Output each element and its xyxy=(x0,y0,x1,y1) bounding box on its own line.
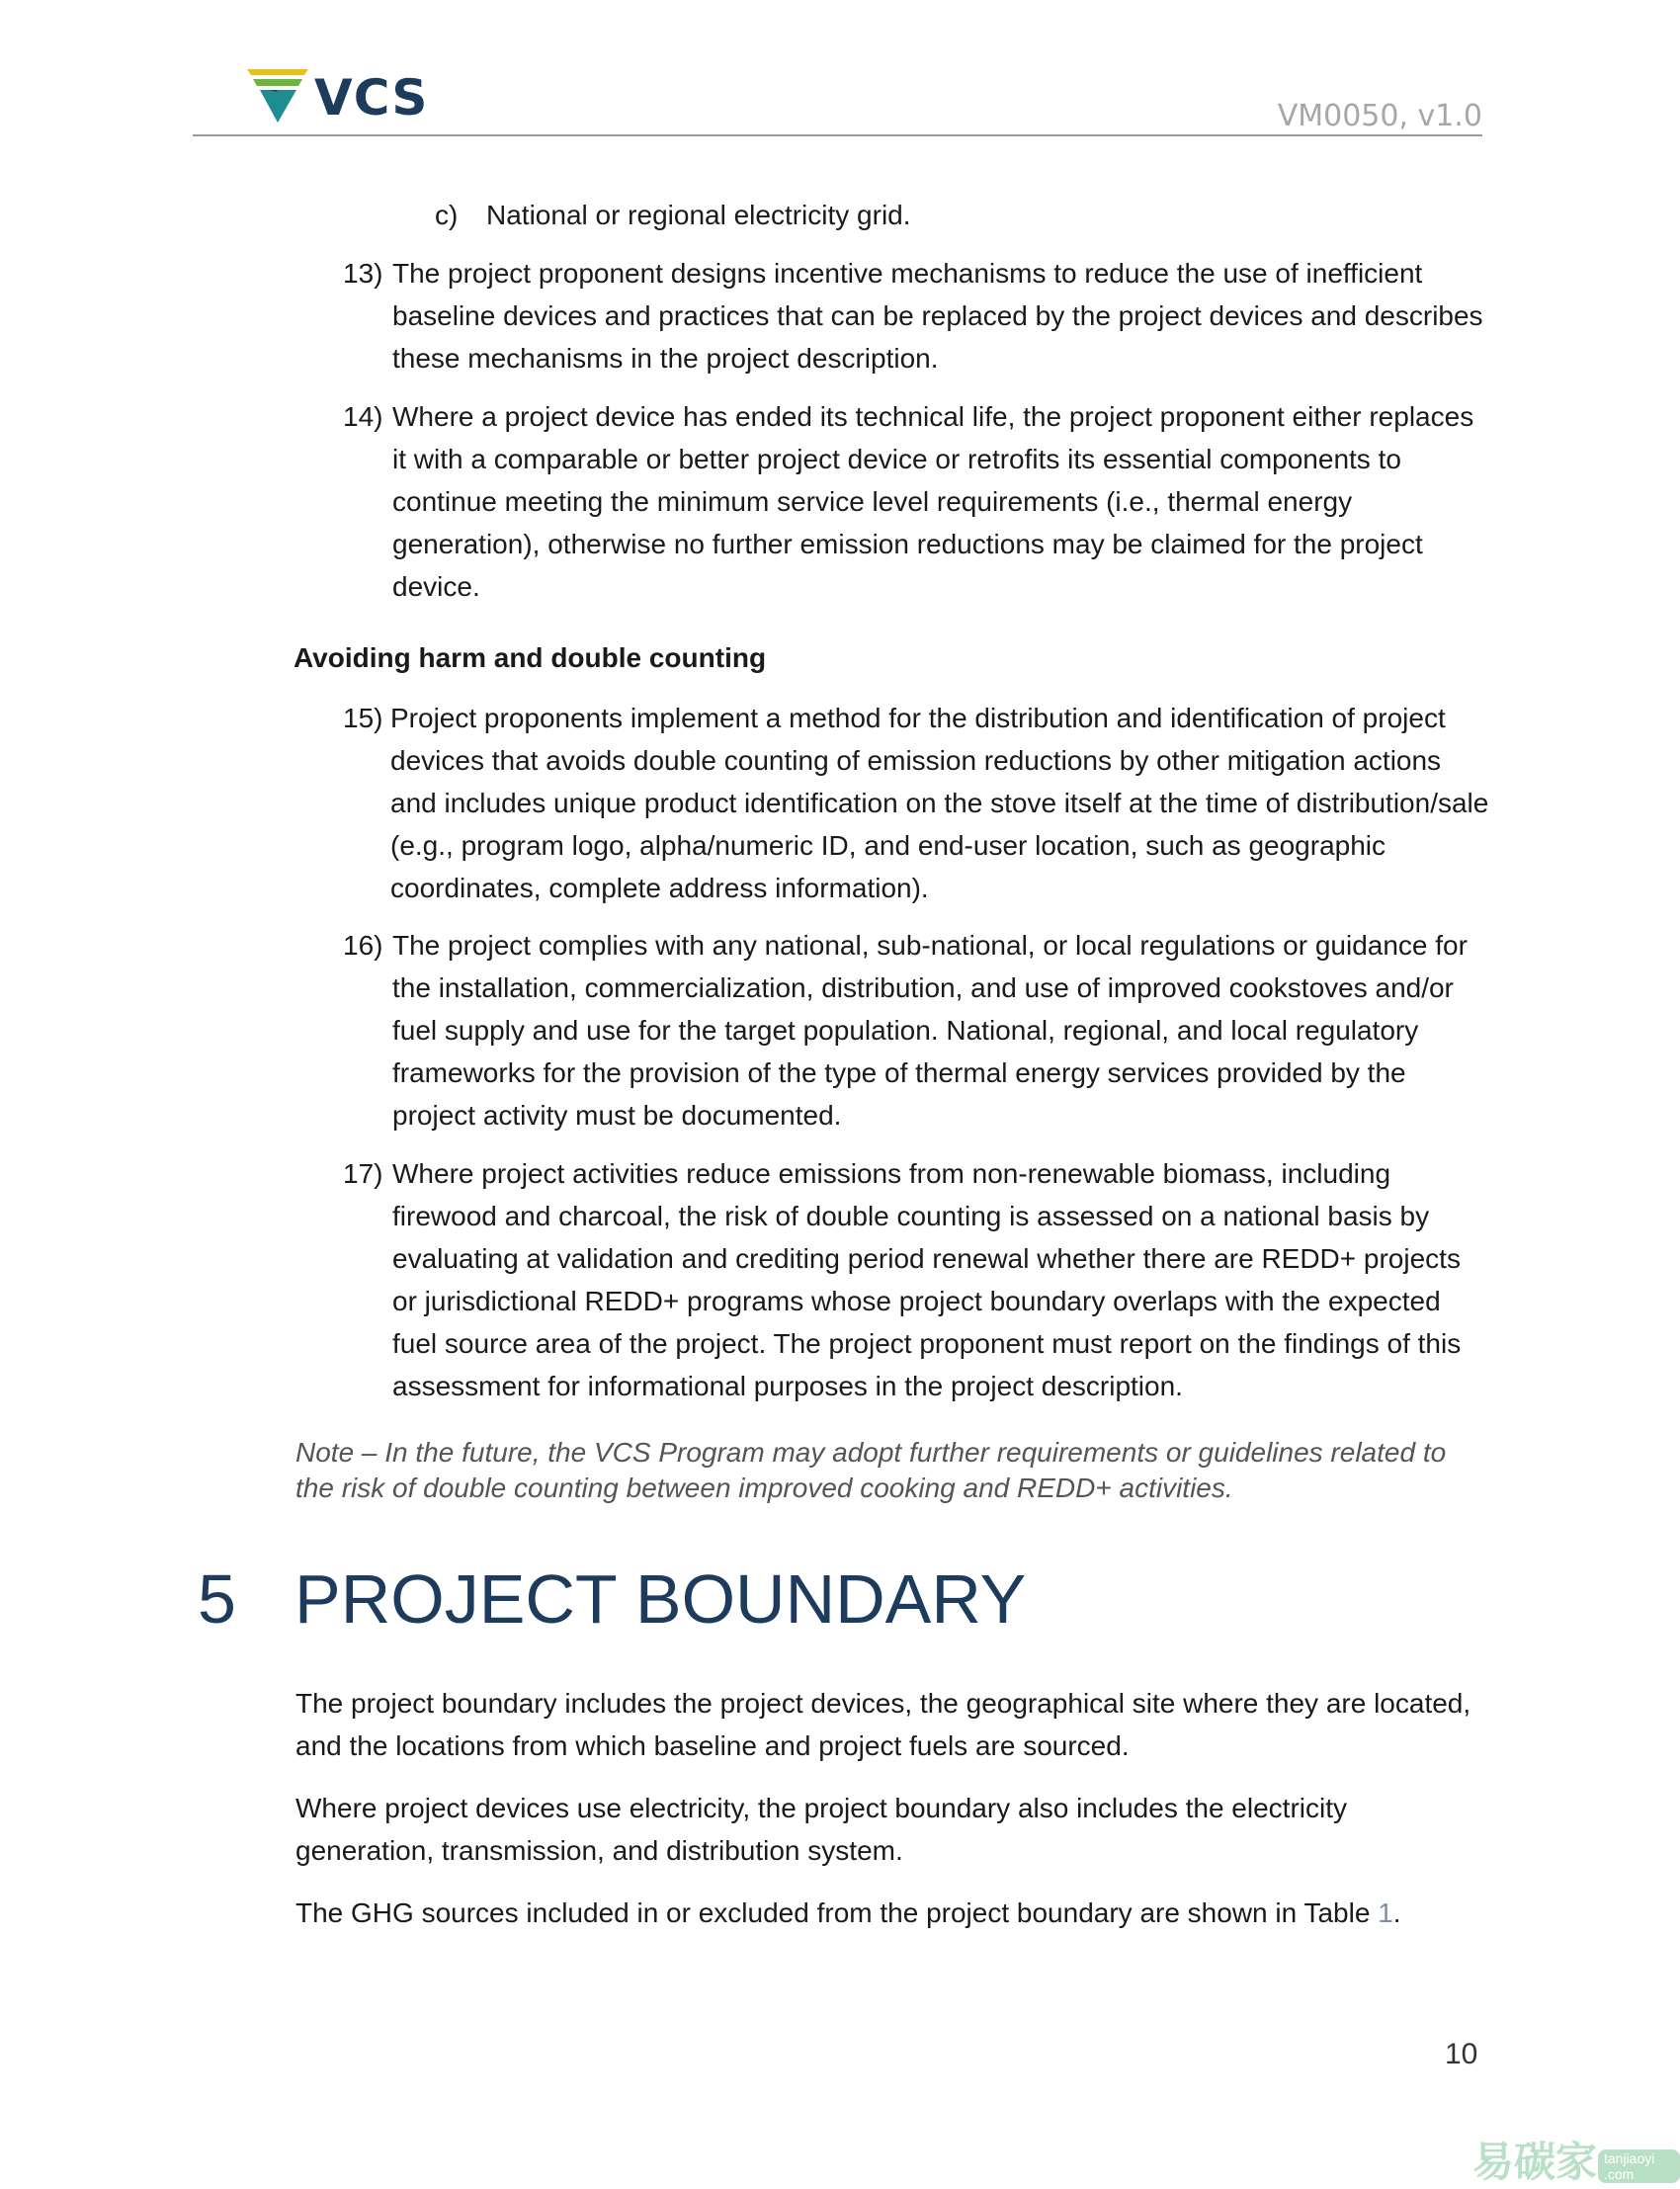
note: Note – In the future, the VCS Program may adopt further requirements or guidelines related to the risk of double counting between improved cooking and REDD+ activities. xyxy=(295,1437,1447,1503)
list-number: 16) xyxy=(343,930,383,961)
watermark-tag: tanjiaoyi .com xyxy=(1598,2149,1680,2183)
table-reference-link[interactable]: 1 xyxy=(1378,1897,1393,1928)
list-number: c) xyxy=(435,200,459,230)
list-number: 14) xyxy=(343,401,383,432)
subheading: Avoiding harm and double counting xyxy=(294,642,767,673)
list-text: National or regional electricity grid. xyxy=(486,200,911,230)
list-number: 15) xyxy=(343,703,383,733)
paragraph-end: . xyxy=(1392,1897,1401,1928)
vcs-logo-mark-icon xyxy=(247,65,308,125)
paragraph: The project boundary includes the project devices, the geographical site where they are located, and the locations from which baseline and project fuels are sourced. xyxy=(295,1688,1471,1761)
list-text: Where a project device has ended its technical life, the project proponent either replaces it with a comparable or better project device or retrofits its essential components to continue meeting the minimum service level requirements (i.e., thermal energy generation), otherwise no further emission reductions may be claimed for the project device. xyxy=(392,401,1474,602)
list-text: Project proponents implement a method for the distribution and identification of project devices that avoids double counting of emission reductions by other mitigation actions and includes unique product identification on the stove itself at the time of distribution/sale (e.g., program logo, alpha/numeric ID, and end-user location, such as geographic coordinates, complete address information). xyxy=(390,703,1489,903)
vcs-logo xyxy=(247,65,445,128)
paragraph-text: The GHG sources included in or excluded from the project boundary are shown in Table xyxy=(295,1897,1379,1928)
list-text: The project proponent designs incentive mechanisms to reduce the use of inefficient baseline devices and practices that can be replaced by the project devices and describes these mechanisms in the project description. xyxy=(392,258,1483,374)
section-number: 5 xyxy=(198,1560,236,1638)
section-title: PROJECT BOUNDARY xyxy=(294,1560,1027,1638)
list-number: 13) xyxy=(343,258,383,289)
list-number: 17) xyxy=(343,1158,383,1189)
list-text: Where project activities reduce emissions from non-renewable biomass, including firewood and charcoal, the risk of double counting is assessed on a national basis by evaluating at validation and crediting period renewal whether there are REDD+ projects or jurisdictional REDD+ programs whose project boundary overlaps with the expected fuel source area of the project. The project proponent must report on the findings of this assessment for informational purposes in the project description. xyxy=(392,1158,1462,1401)
header-divider xyxy=(193,134,1482,136)
logo-text: VCS xyxy=(314,69,429,126)
paragraph: Where project devices use electricity, the project boundary also includes the electricity generation, transmission, and distribution system. xyxy=(295,1793,1347,1866)
page-header xyxy=(193,0,1482,138)
document-id: VM0050, v1.0 xyxy=(1277,99,1482,133)
page-number: 10 xyxy=(1445,2038,1478,2070)
paragraph xyxy=(295,1892,1491,1934)
list-text: The project complies with any national, sub-national, or local regulations or guidance for the installation, commercialization, distribution, and use of improved cookstoves and/or fuel supply and use for the target population. National, regional, and local regulatory frameworks for the provision of the type of thermal energy services provided by the project activity must be documented. xyxy=(392,930,1468,1131)
watermark: 易碳家 xyxy=(1472,2138,1598,2186)
